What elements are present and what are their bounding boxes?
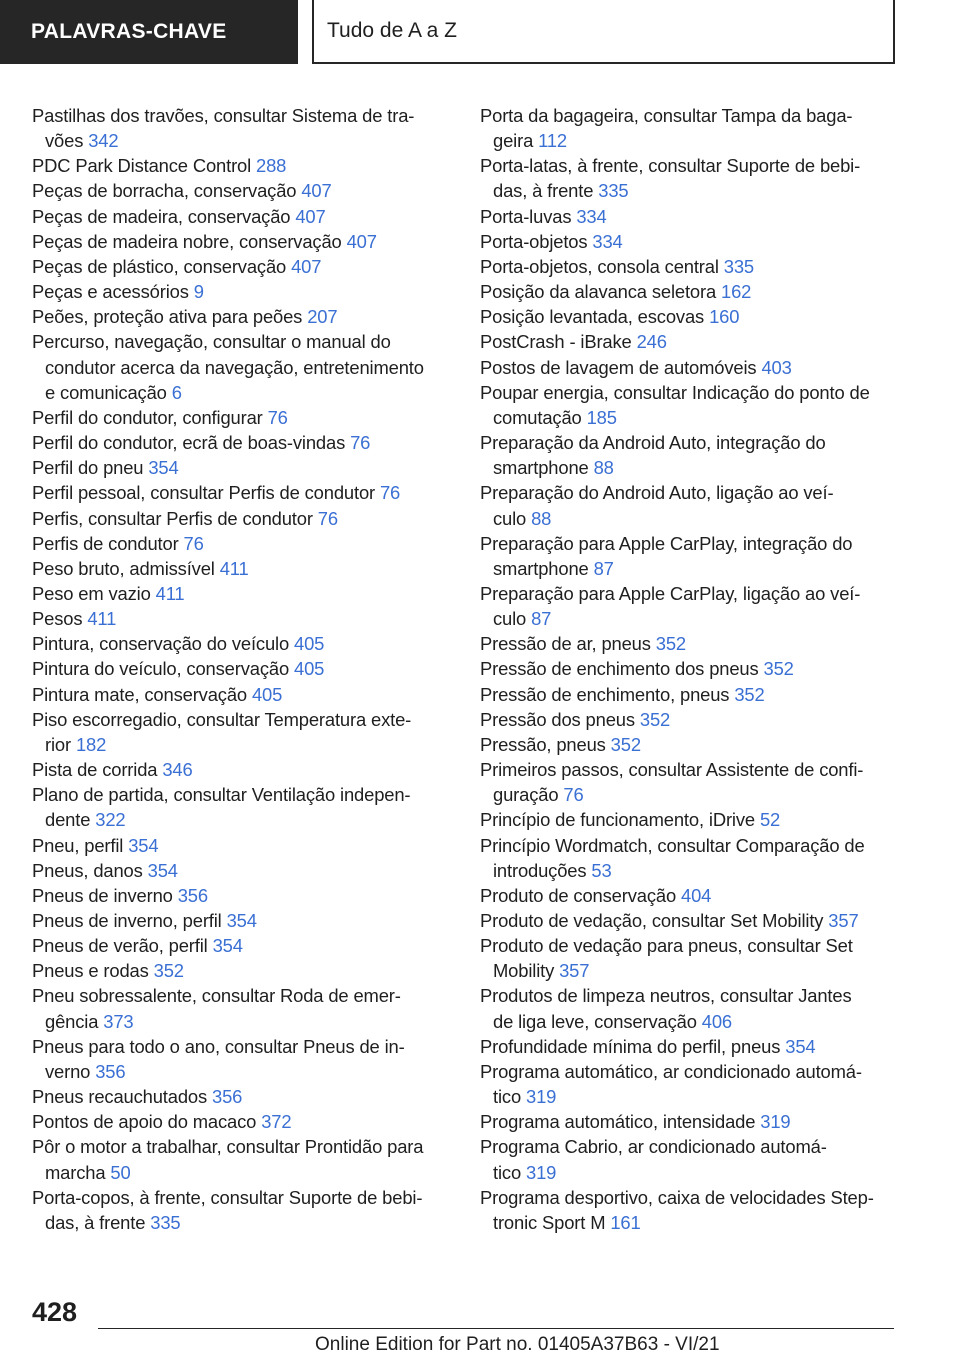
page-link[interactable]: 246 bbox=[636, 331, 667, 353]
entry-text: Pista de corrida bbox=[32, 759, 158, 781]
page-link[interactable]: 354 bbox=[785, 1035, 816, 1057]
entry-text: Programa automático, intensidade bbox=[480, 1111, 756, 1133]
index-column-left bbox=[32, 103, 457, 1235]
entry-text: Piso escorregadio, consultar Temperatura exte- bbox=[32, 708, 412, 730]
page-link[interactable]: 322 bbox=[95, 809, 126, 831]
entry-text: Preparação para Apple CarPlay, integração do bbox=[480, 532, 853, 554]
index-entry bbox=[32, 1134, 457, 1184]
page-link[interactable]: 319 bbox=[526, 1086, 557, 1108]
entry-text: rior bbox=[45, 733, 71, 755]
index-entry bbox=[480, 707, 900, 732]
entry-text: Pressão dos pneus bbox=[480, 708, 635, 730]
index-entry bbox=[32, 556, 457, 581]
entry-text: guração bbox=[493, 784, 559, 806]
page-link[interactable]: 342 bbox=[88, 130, 119, 152]
entry-text: Porta-objetos, consola central bbox=[480, 255, 719, 277]
entry-text: Pneus recauchutados bbox=[32, 1086, 208, 1108]
entry-text: Princípio de funcionamento, iDrive bbox=[480, 809, 755, 831]
index-entry bbox=[32, 933, 457, 958]
index-entry bbox=[32, 908, 457, 933]
entry-text: Porta-latas, à frente, consultar Suporte de bebi- bbox=[480, 155, 861, 177]
page-link[interactable]: 88 bbox=[531, 507, 552, 529]
entry-text: tronic Sport M bbox=[493, 1211, 606, 1233]
entry-text: Preparação para Apple CarPlay, ligação ao veí- bbox=[480, 582, 861, 604]
entry-text: geira bbox=[493, 130, 534, 152]
page-link[interactable]: 407 bbox=[301, 180, 332, 202]
index-entry bbox=[32, 858, 457, 883]
page-link[interactable]: 52 bbox=[759, 809, 781, 831]
entry-text: Pintura mate, conservação bbox=[32, 683, 248, 705]
entry-text: Peças de borracha, conservação bbox=[32, 180, 297, 202]
page-link[interactable]: 185 bbox=[586, 406, 617, 428]
page-link[interactable]: 405 bbox=[251, 683, 283, 705]
index-entry bbox=[32, 153, 457, 178]
entry-text: das, à frente bbox=[45, 1211, 146, 1233]
entry-text: Pneus para todo o ano, consultar Pneus de in- bbox=[32, 1035, 405, 1057]
page-link[interactable]: 334 bbox=[576, 205, 607, 227]
page-link[interactable]: 76 bbox=[350, 432, 371, 454]
index-entry bbox=[480, 833, 900, 883]
entry-text: gência bbox=[45, 1010, 99, 1032]
index-entry bbox=[32, 1109, 457, 1134]
entry-text: Peões, proteção ativa para peões bbox=[32, 306, 303, 328]
page-link[interactable]: 403 bbox=[761, 356, 792, 378]
index-entry bbox=[480, 883, 900, 908]
page-link[interactable]: 88 bbox=[593, 457, 614, 479]
index-entry bbox=[32, 631, 457, 656]
page-link[interactable]: 76 bbox=[563, 784, 584, 806]
entry-text: Produtos de limpeza neutros, consultar Jantes bbox=[480, 985, 852, 1007]
page-link[interactable]: 407 bbox=[346, 230, 377, 252]
page-link[interactable]: 352 bbox=[610, 733, 641, 755]
index-entry bbox=[32, 430, 457, 455]
page-link[interactable]: 405 bbox=[294, 633, 325, 655]
page-link[interactable]: 334 bbox=[592, 230, 623, 252]
entry-text: Pneu, perfil bbox=[32, 834, 124, 856]
index-entry bbox=[32, 103, 457, 153]
index-entry bbox=[480, 279, 900, 304]
entry-text: tico bbox=[493, 1086, 522, 1108]
page-link[interactable]: 76 bbox=[183, 532, 204, 554]
entry-text: Porta-objetos bbox=[480, 230, 588, 252]
page-link[interactable]: 352 bbox=[639, 708, 671, 730]
page-link[interactable]: 357 bbox=[828, 910, 859, 931]
index-entry bbox=[32, 455, 457, 480]
index-entry bbox=[32, 178, 457, 203]
page-link[interactable]: 50 bbox=[110, 1161, 131, 1183]
page-link[interactable]: 356 bbox=[95, 1060, 126, 1082]
page-number: 428 bbox=[32, 1297, 78, 1327]
entry-text: Pontos de apoio do macaco bbox=[32, 1111, 257, 1133]
entry-text: Postos de lavagem de automóveis bbox=[480, 356, 757, 378]
entry-text: Princípio Wordmatch, consultar Comparação de bbox=[480, 834, 865, 856]
page-link[interactable]: 404 bbox=[681, 884, 712, 906]
entry-text: PostCrash - iBrake bbox=[480, 331, 632, 353]
page-link[interactable]: 407 bbox=[295, 205, 326, 227]
footer-divider bbox=[98, 1328, 894, 1329]
entry-text: Pastilhas dos travões, consultar Sistema de tra- bbox=[32, 105, 415, 126]
index-entry bbox=[32, 254, 457, 279]
page-link[interactable]: 354 bbox=[128, 834, 159, 856]
entry-text: smartphone bbox=[493, 557, 589, 579]
index-entry bbox=[32, 883, 457, 908]
entry-text: Peças de madeira, conservação bbox=[32, 205, 291, 227]
index-entry bbox=[480, 304, 900, 329]
index-entry bbox=[32, 1084, 457, 1109]
index-entry bbox=[32, 204, 457, 229]
index-entry bbox=[480, 1134, 900, 1184]
page-link[interactable]: 288 bbox=[256, 155, 287, 177]
entry-text: de liga leve, conservação bbox=[493, 1010, 697, 1032]
index-entry bbox=[480, 908, 900, 933]
index-entry bbox=[480, 1034, 900, 1059]
entry-text: Pôr o motor a trabalhar, consultar Prontidão para bbox=[32, 1136, 424, 1158]
page-link[interactable]: 354 bbox=[212, 935, 243, 957]
entry-text: comutação bbox=[493, 406, 582, 428]
page-link[interactable]: 354 bbox=[147, 859, 178, 881]
entry-text: Pneu sobressalente, consultar Roda de emer- bbox=[32, 985, 401, 1007]
page-link[interactable]: 161 bbox=[610, 1211, 641, 1233]
page-link[interactable]: 411 bbox=[87, 608, 117, 630]
index-entry bbox=[480, 983, 900, 1033]
page-link[interactable]: 76 bbox=[379, 482, 401, 504]
page-link[interactable]: 405 bbox=[294, 658, 325, 680]
index-entry bbox=[480, 757, 900, 807]
index-entry bbox=[32, 833, 457, 858]
entry-text: Produto de vedação, consultar Set Mobility bbox=[480, 910, 824, 931]
entry-text: Perfil do condutor, configurar bbox=[32, 406, 263, 428]
entry-text: Programa Cabrio, ar condicionado automá- bbox=[480, 1136, 827, 1158]
entry-text: smartphone bbox=[493, 457, 589, 479]
index-entry bbox=[32, 531, 457, 556]
entry-text: Perfil do pneu bbox=[32, 457, 144, 479]
index-entry bbox=[32, 405, 457, 430]
page-link[interactable]: 357 bbox=[559, 960, 590, 982]
index-entry bbox=[480, 807, 900, 832]
entry-text: marcha bbox=[45, 1161, 106, 1183]
section-label: PALAVRAS-CHAVE bbox=[31, 20, 227, 43]
index-entry bbox=[480, 204, 900, 229]
page-link[interactable]: 162 bbox=[721, 281, 752, 303]
index-entry bbox=[32, 757, 457, 782]
page-link[interactable]: 335 bbox=[598, 180, 629, 202]
entry-text: vões bbox=[45, 130, 84, 152]
entry-text: Perfis, consultar Perfis de condutor bbox=[32, 507, 313, 529]
page-link[interactable]: 372 bbox=[261, 1111, 292, 1133]
index-entry bbox=[32, 506, 457, 531]
entry-text: Pintura do veículo, conservação bbox=[32, 658, 290, 680]
chapter-label: Tudo de A a Z bbox=[327, 19, 457, 42]
entry-text: das, à frente bbox=[493, 180, 594, 202]
entry-text: Pneus de inverno, perfil bbox=[32, 910, 222, 931]
index-entry bbox=[32, 958, 457, 983]
entry-text: Pneus, danos bbox=[32, 859, 143, 881]
entry-text: Peças e acessórios bbox=[32, 281, 189, 303]
entry-text: Pneus e rodas bbox=[32, 960, 149, 982]
page-link[interactable]: 182 bbox=[75, 733, 107, 755]
entry-text: Programa automático, ar condicionado automá- bbox=[480, 1060, 862, 1082]
index-entry bbox=[32, 1034, 457, 1084]
index-entry bbox=[32, 983, 457, 1033]
page-link[interactable]: 160 bbox=[709, 306, 740, 328]
page-link[interactable]: 346 bbox=[162, 759, 193, 781]
index-entry bbox=[480, 1109, 900, 1134]
entry-text: dente bbox=[45, 809, 91, 831]
entry-text: e comunicação bbox=[45, 381, 167, 403]
entry-text: Peças de plástico, conservação bbox=[32, 255, 287, 277]
page-link[interactable]: 9 bbox=[193, 281, 204, 303]
entry-text: PDC Park Distance Control bbox=[32, 155, 252, 177]
entry-text: Primeiros passos, consultar Assistente de confi- bbox=[480, 759, 864, 781]
index-entry bbox=[480, 631, 900, 656]
entry-text: introduções bbox=[493, 859, 587, 881]
entry-text: Pneus de verão, perfil bbox=[32, 935, 208, 957]
page-link[interactable]: 335 bbox=[150, 1211, 181, 1233]
index-entry bbox=[480, 1185, 900, 1235]
index-entry bbox=[32, 656, 457, 681]
entry-text: tico bbox=[493, 1161, 522, 1183]
index-entry bbox=[32, 581, 457, 606]
chapter-tab bbox=[312, 0, 895, 64]
entry-text: Pintura, conservação do veículo bbox=[32, 633, 290, 655]
entry-text: culo bbox=[493, 507, 527, 529]
entry-text: Pneus de inverno bbox=[32, 884, 173, 906]
index-entry bbox=[480, 153, 900, 203]
page-link[interactable]: 354 bbox=[226, 910, 257, 931]
page-link[interactable]: 319 bbox=[760, 1111, 791, 1133]
entry-text: Perfil pessoal, consultar Perfis de condutor bbox=[32, 482, 376, 504]
index-entry bbox=[480, 229, 900, 254]
entry-text: Posição levantada, escovas bbox=[480, 306, 705, 328]
page-link[interactable]: 6 bbox=[171, 381, 182, 403]
entry-text: Posição da alavanca seletora bbox=[480, 281, 717, 303]
index-entry bbox=[480, 656, 900, 681]
index-entry bbox=[480, 480, 900, 530]
page-link[interactable]: 356 bbox=[212, 1086, 243, 1108]
entry-text: Porta-copos, à frente, consultar Suporte de bebi- bbox=[32, 1186, 423, 1208]
entry-text: Peças de madeira nobre, conservação bbox=[32, 230, 342, 252]
index-entry bbox=[32, 279, 457, 304]
entry-text: Peso em vazio bbox=[32, 582, 151, 604]
page-link[interactable]: 354 bbox=[148, 457, 179, 479]
entry-text: Preparação do Android Auto, ligação ao veí- bbox=[480, 482, 834, 504]
index-entry bbox=[480, 1059, 900, 1109]
entry-text: condutor acerca da navegação, entretenimento bbox=[45, 356, 424, 378]
index-entry bbox=[480, 531, 900, 581]
page-link[interactable]: 407 bbox=[291, 255, 322, 277]
page-link[interactable]: 76 bbox=[317, 507, 338, 529]
index-entry bbox=[480, 380, 900, 430]
page-link[interactable]: 335 bbox=[723, 255, 755, 277]
entry-text: Profundidade mínima do perfil, pneus bbox=[480, 1035, 781, 1057]
page-link[interactable]: 356 bbox=[177, 884, 208, 906]
index-entry bbox=[480, 682, 900, 707]
entry-text: Peso bruto, admissível bbox=[32, 557, 215, 579]
entry-text: Perfis de condutor bbox=[32, 532, 179, 554]
page-link[interactable]: 352 bbox=[763, 658, 794, 680]
index-entry bbox=[32, 606, 457, 631]
index-entry bbox=[32, 707, 457, 757]
page-link[interactable]: 352 bbox=[655, 633, 687, 655]
entry-text: Pesos bbox=[32, 608, 83, 630]
page-link[interactable]: 411 bbox=[219, 557, 249, 579]
entry-text: Percurso, navegação, consultar o manual do bbox=[32, 331, 391, 353]
index-entry bbox=[480, 103, 900, 153]
index-entry bbox=[480, 254, 900, 279]
entry-text: Pressão, pneus bbox=[480, 733, 606, 755]
entry-text: Programa desportivo, caixa de velocidades Step- bbox=[480, 1186, 874, 1208]
index-entry bbox=[32, 480, 457, 505]
index-entry bbox=[480, 581, 900, 631]
entry-text: Porta da bagageira, consultar Tampa da baga- bbox=[480, 105, 853, 126]
index-entry bbox=[480, 933, 900, 983]
page-link[interactable]: 76 bbox=[267, 406, 288, 428]
index-entry bbox=[480, 329, 900, 354]
index-entry bbox=[32, 229, 457, 254]
index-entry bbox=[32, 304, 457, 329]
page-link[interactable]: 112 bbox=[538, 130, 567, 152]
page-link[interactable]: 207 bbox=[307, 306, 338, 328]
entry-text: Perfil do condutor, ecrã de boas-vindas bbox=[32, 432, 346, 454]
page-link[interactable]: 352 bbox=[153, 960, 184, 982]
entry-text: Mobility bbox=[493, 960, 555, 982]
entry-text: verno bbox=[45, 1060, 91, 1082]
index-entry bbox=[480, 430, 900, 480]
entry-text: culo bbox=[493, 608, 527, 630]
page-link[interactable]: 373 bbox=[103, 1010, 134, 1032]
section-tab bbox=[0, 0, 298, 64]
page-link[interactable]: 406 bbox=[701, 1010, 732, 1032]
entry-text: Pressão de ar, pneus bbox=[480, 633, 651, 655]
page-link[interactable]: 319 bbox=[526, 1161, 557, 1183]
index-column-right bbox=[480, 103, 900, 1235]
index-entry bbox=[32, 329, 457, 404]
entry-text: Preparação da Android Auto, integração do bbox=[480, 432, 826, 454]
entry-text: Plano de partida, consultar Ventilação indepen- bbox=[32, 784, 411, 806]
index-entry bbox=[32, 1185, 457, 1235]
edition-text: Online Edition for Part no. 01405A37B63 - VI/21 bbox=[315, 1334, 720, 1355]
index-entry bbox=[480, 355, 900, 380]
entry-text: Pressão de enchimento, pneus bbox=[480, 683, 730, 705]
page-link[interactable]: 53 bbox=[591, 859, 612, 881]
page-link[interactable]: 352 bbox=[734, 683, 765, 705]
entry-text: Porta-luvas bbox=[480, 205, 572, 227]
index-entry bbox=[32, 782, 457, 832]
entry-text: Produto de conservação bbox=[480, 884, 677, 906]
index-entry bbox=[32, 682, 457, 707]
entry-text: Produto de vedação para pneus, consultar Set bbox=[480, 935, 853, 957]
entry-text: Pressão de enchimento dos pneus bbox=[480, 658, 759, 680]
entry-text: Poupar energia, consultar Indicação do ponto de bbox=[480, 381, 870, 403]
page-link[interactable]: 87 bbox=[593, 557, 614, 579]
page-link[interactable]: 87 bbox=[531, 608, 552, 630]
index-entry bbox=[480, 732, 900, 757]
page-link[interactable]: 411 bbox=[155, 582, 185, 604]
